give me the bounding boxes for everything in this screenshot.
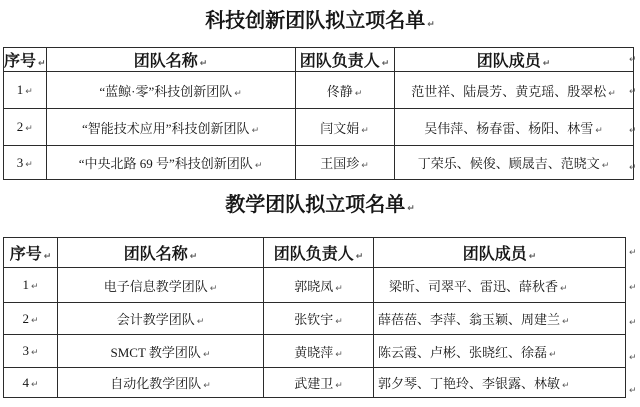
end-of-cell-mark: ↵ xyxy=(335,317,343,327)
end-of-cell-mark: ↵ xyxy=(30,348,39,358)
header-team-leader xyxy=(295,48,394,72)
cell-serial xyxy=(4,303,58,335)
team-members-value: 陈云霞、卢彬、张晓红、徐磊 xyxy=(378,344,548,360)
end-of-cell-mark: ↵ xyxy=(43,252,52,262)
end-of-row-mark: ↵ xyxy=(629,386,637,396)
cell-team-name xyxy=(46,109,295,146)
serial-value: 3 xyxy=(16,154,24,170)
table1-title xyxy=(3,8,637,38)
team-leader-value: 佟静 xyxy=(326,83,353,99)
sci-innovation-table xyxy=(3,47,634,180)
table-header-row xyxy=(4,48,634,72)
team-leader-value: 郭晓凤 xyxy=(294,278,334,294)
table-row xyxy=(4,109,634,146)
team-name-value: 会计教学团队 xyxy=(116,312,195,327)
header-team-members xyxy=(394,48,633,72)
team-name-value: “蓝鲸·零”科技创新团队 xyxy=(99,83,233,99)
row-end-marks xyxy=(629,237,637,407)
header-serial-label: 序号 xyxy=(4,53,37,70)
table-row xyxy=(4,303,626,335)
cell-team-name xyxy=(58,268,264,303)
end-of-row-mark: ↵ xyxy=(629,352,637,363)
serial-value: 2 xyxy=(22,310,29,326)
team-leader-value: 黄晓萍 xyxy=(294,344,334,360)
end-of-cell-mark: ↵ xyxy=(209,283,218,294)
header-team-leader-label: 团队负责人 xyxy=(299,53,380,70)
serial-value: 3 xyxy=(22,343,29,358)
end-of-cell-mark: ↵ xyxy=(30,379,39,390)
header-serial-label: 序号 xyxy=(9,246,42,263)
header-team-name xyxy=(46,48,295,72)
end-of-cell-mark: ↵ xyxy=(335,283,343,294)
cell-serial xyxy=(4,368,58,398)
header-serial xyxy=(4,48,47,72)
cell-serial xyxy=(4,335,58,368)
team-leader-value: 武建卫 xyxy=(294,376,334,391)
cell-team-leader xyxy=(264,268,374,303)
end-of-cell-mark: ↵ xyxy=(38,59,46,69)
team-name-value: “中央北路 69 号”科技创新团队 xyxy=(78,156,253,171)
header-team-members xyxy=(374,238,626,268)
team-members-value: 吴伟萍、杨春雷、杨阳、林雪 xyxy=(424,120,594,136)
end-of-cell-mark: ↵ xyxy=(601,161,610,171)
end-of-cell-mark: ↵ xyxy=(608,88,616,99)
cell-team-leader xyxy=(295,109,394,146)
cell-team-name xyxy=(58,368,264,398)
cell-team-members xyxy=(374,368,626,398)
row-end-marks xyxy=(629,47,637,186)
end-of-cell-mark: ↵ xyxy=(199,59,208,69)
team-name-value: 电子信息教学团队 xyxy=(103,278,208,294)
header-serial xyxy=(4,238,58,268)
table2-wrapper xyxy=(3,237,640,398)
cell-team-leader xyxy=(295,146,394,180)
end-of-cell-mark: ↵ xyxy=(528,252,537,262)
cell-team-leader xyxy=(264,303,374,335)
paragraph-mark: ↵ xyxy=(407,204,415,214)
team-members-value: 郭夕琴、丁艳玲、李银露、林敏 xyxy=(378,376,561,391)
serial-value: 4 xyxy=(22,374,29,390)
serial-value: 1 xyxy=(22,277,29,292)
table-row xyxy=(4,146,634,180)
table-row xyxy=(4,335,626,368)
end-of-cell-mark: ↵ xyxy=(560,283,568,294)
table-row xyxy=(4,368,626,398)
paragraph-mark: ↵ xyxy=(427,20,435,30)
end-of-row-mark: ↵ xyxy=(629,54,637,65)
end-of-cell-mark: ↵ xyxy=(25,159,33,170)
cell-serial xyxy=(4,268,58,303)
end-of-cell-mark: ↵ xyxy=(595,125,603,136)
end-of-cell-mark: ↵ xyxy=(562,381,570,391)
end-of-cell-mark: ↵ xyxy=(361,161,369,171)
cell-team-name xyxy=(58,335,264,368)
header-team-members-label: 团队成员 xyxy=(476,53,541,70)
team-leader-value: 王国珍 xyxy=(320,156,360,171)
end-of-cell-mark: ↵ xyxy=(335,349,343,360)
end-of-cell-mark: ↵ xyxy=(354,88,363,99)
end-of-cell-mark: ↵ xyxy=(549,349,557,360)
cell-serial xyxy=(4,109,47,146)
team-name-value: 自动化教学团队 xyxy=(110,376,202,391)
cell-team-leader xyxy=(264,335,374,368)
end-of-cell-mark: ↵ xyxy=(30,282,39,292)
table2-title xyxy=(3,192,637,222)
end-of-cell-mark: ↵ xyxy=(25,124,33,134)
cell-team-name xyxy=(46,72,295,109)
end-of-cell-mark: ↵ xyxy=(234,88,242,99)
cell-team-members xyxy=(374,335,626,368)
cell-team-name xyxy=(46,146,295,180)
cell-team-members xyxy=(374,268,626,303)
team-name-value: SMCT 教学团队 xyxy=(110,344,201,360)
team-leader-value: 张钦宇 xyxy=(294,312,334,327)
end-of-row-mark: ↵ xyxy=(629,318,637,328)
serial-value: 2 xyxy=(16,119,24,134)
end-of-cell-mark: ↵ xyxy=(251,125,260,136)
team-members-value: 范世祥、陆晨芳、黄克瑶、殷翠松 xyxy=(411,83,607,99)
cell-serial xyxy=(4,72,47,109)
cell-serial xyxy=(4,146,47,180)
header-team-members-label: 团队成员 xyxy=(462,246,527,263)
end-of-cell-mark: ↵ xyxy=(381,59,390,69)
end-of-cell-mark: ↵ xyxy=(254,161,263,171)
end-of-cell-mark: ↵ xyxy=(189,252,198,262)
end-of-cell-mark: ↵ xyxy=(196,317,205,327)
end-of-cell-mark: ↵ xyxy=(30,315,39,326)
table-row xyxy=(4,268,626,303)
end-of-cell-mark: ↵ xyxy=(202,349,211,360)
end-of-cell-mark: ↵ xyxy=(25,87,33,97)
team-leader-value: 闫文娟 xyxy=(320,120,360,136)
team-members-value: 丁荣乐、候俊、顾晟吉、范晓文 xyxy=(417,156,600,171)
header-team-name-label: 团队名称 xyxy=(123,246,188,263)
teaching-teams-table xyxy=(3,237,626,398)
header-team-name-label: 团队名称 xyxy=(133,53,198,70)
end-of-cell-mark: ↵ xyxy=(203,381,211,391)
end-of-row-mark: ↵ xyxy=(629,125,637,136)
end-of-row-mark: ↵ xyxy=(629,86,637,97)
serial-value: 1 xyxy=(16,82,24,97)
end-of-cell-mark: ↵ xyxy=(335,381,343,391)
cell-team-members xyxy=(374,303,626,335)
team-members-value: 梁昕、司翠平、雷迅、薛秋香 xyxy=(389,278,559,294)
cell-team-members xyxy=(394,109,633,146)
table1-title-text: 科技创新团队拟立项名单 xyxy=(205,10,426,32)
end-of-cell-mark: ↵ xyxy=(562,317,570,327)
table-header-row xyxy=(4,238,626,268)
end-of-row-mark: ↵ xyxy=(629,248,637,258)
header-team-leader-label: 团队负责人 xyxy=(273,246,354,263)
end-of-cell-mark: ↵ xyxy=(361,125,369,136)
cell-team-name xyxy=(58,303,264,335)
table2-title-text: 教学团队拟立项名单 xyxy=(225,194,406,216)
end-of-row-mark: ↵ xyxy=(629,282,637,293)
end-of-cell-mark: ↵ xyxy=(542,59,551,69)
end-of-cell-mark: ↵ xyxy=(355,252,364,262)
team-name-value: “智能技术应用”科技创新团队 xyxy=(82,120,250,136)
table1-wrapper xyxy=(3,47,640,180)
team-members-value: 薛蓓蓓、李萍、翁玉颖、周建兰 xyxy=(378,312,561,327)
table-row xyxy=(4,72,634,109)
cell-team-leader xyxy=(295,72,394,109)
header-team-leader xyxy=(264,238,374,268)
header-team-name xyxy=(58,238,264,268)
cell-team-leader xyxy=(264,368,374,398)
cell-team-members xyxy=(394,72,633,109)
cell-team-members xyxy=(394,146,633,180)
end-of-row-mark: ↵ xyxy=(629,163,637,173)
